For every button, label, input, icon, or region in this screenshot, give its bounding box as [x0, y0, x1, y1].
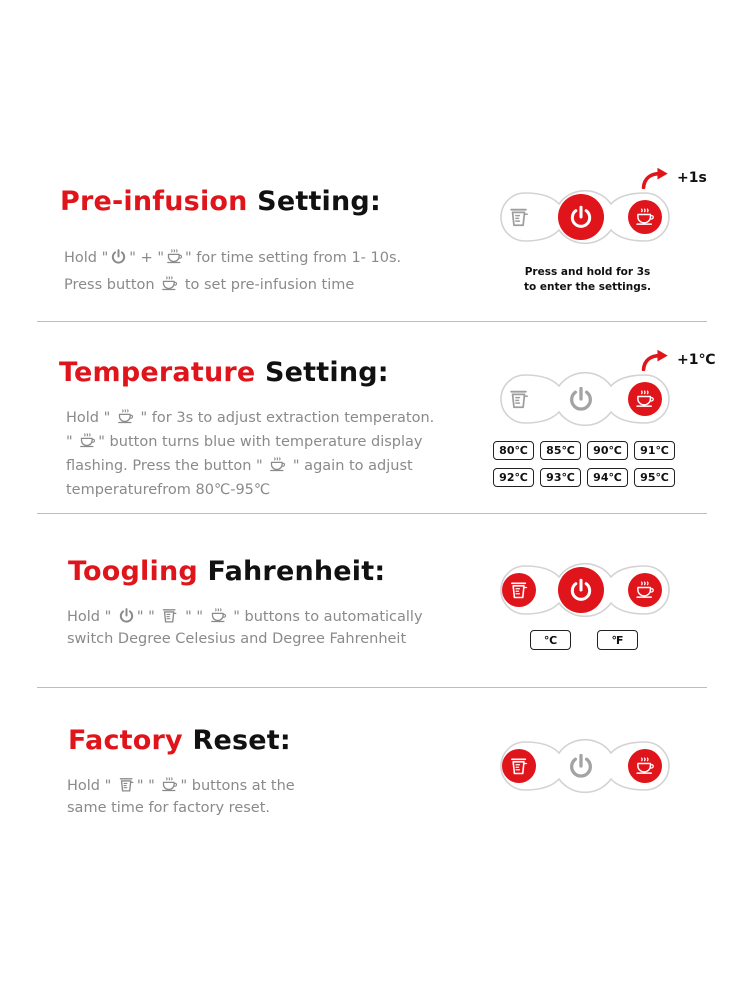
title-highlight: Pre-infusion: [60, 186, 248, 217]
curved-arrow-icon: [641, 167, 671, 189]
title-highlight: Temperature: [59, 357, 256, 388]
coffee-cup-icon: [210, 607, 227, 624]
power-icon: [567, 752, 595, 780]
temperature-option: 95℃: [634, 468, 675, 487]
temperature-option: 80℃: [493, 441, 534, 460]
coffee-cup-icon: [166, 248, 183, 265]
coffee-cup-icon: [117, 408, 134, 425]
power-icon: [568, 204, 594, 230]
factory-reset-title: [68, 725, 291, 756]
increment-label: +1℃: [677, 352, 716, 368]
measuring-cup-icon: [118, 776, 135, 793]
power-icon: [110, 248, 127, 265]
temperature-option: 85℃: [540, 441, 581, 460]
desc-line-1: Hold " " " " " " buttons to automatically: [67, 609, 423, 625]
desc-line-2: " " button turns blue with temperature display: [66, 434, 423, 450]
coffee-cup-icon: [635, 580, 655, 600]
temperature-option: 94℃: [587, 468, 628, 487]
title-rest: Reset:: [182, 725, 291, 756]
title-rest: Setting:: [247, 186, 381, 217]
fahrenheit-title: [68, 556, 385, 587]
desc-line-4: temperaturefrom 80℃-95℃: [66, 482, 271, 498]
power-button[interactable]: [558, 194, 604, 240]
coffee-button[interactable]: [628, 749, 662, 783]
increment-label: +1s: [677, 170, 707, 186]
fahrenheit-indicator: ℉: [597, 630, 638, 650]
temperature-option: 93℃: [540, 468, 581, 487]
divider: [37, 513, 707, 514]
divider: [37, 321, 707, 322]
measuring-cup-icon: [161, 607, 178, 624]
factory-reset-description: [67, 775, 295, 819]
coffee-cup-icon: [161, 776, 178, 793]
coffee-button[interactable]: [628, 573, 662, 607]
coffee-cup-icon: [635, 389, 655, 409]
measuring-cup-icon: [509, 580, 529, 600]
temperature-option: 90℃: [587, 441, 628, 460]
control-panel-temperature: [495, 371, 675, 427]
control-panel-factory-reset: [495, 738, 675, 794]
temperature-option: 91℃: [634, 441, 675, 460]
temperature-description: [66, 406, 434, 502]
coffee-cup-icon: [635, 207, 655, 227]
desc-line-3: flashing. Press the button " " again to adjust: [66, 458, 413, 474]
desc-line-2: same time for factory reset.: [67, 800, 271, 816]
divider: [37, 687, 707, 688]
desc-line-1: Hold " " + " " for time setting from 1- 10s.: [64, 250, 402, 266]
coffee-cup-icon: [635, 756, 655, 776]
hold-instruction: Press and hold for 3s to enter the settings.: [524, 266, 651, 293]
coffee-cup-icon: [79, 432, 96, 449]
title-rest: Fahrenheit:: [197, 556, 386, 587]
control-panel-fahrenheit: [495, 562, 675, 618]
temperature-options: [493, 441, 675, 487]
power-button[interactable]: [558, 567, 604, 613]
pitcher-button[interactable]: [502, 573, 536, 607]
pre-infusion-description: [64, 245, 401, 299]
pre-infusion-title: [60, 186, 381, 217]
fahrenheit-description: [67, 606, 423, 650]
power-icon: [568, 577, 594, 603]
desc-line-1: Hold " " for 3s to adjust extraction temperaton.: [66, 410, 435, 426]
power-icon: [567, 385, 595, 413]
coffee-cup-icon: [269, 456, 286, 473]
title-highlight: Toogling: [68, 556, 198, 587]
measuring-cup-icon[interactable]: [508, 206, 530, 228]
measuring-cup-icon: [509, 756, 529, 776]
coffee-cup-icon: [161, 275, 178, 292]
coffee-button[interactable]: [628, 382, 662, 416]
power-button[interactable]: [558, 743, 604, 789]
curved-arrow-icon: [641, 349, 671, 371]
coffee-button[interactable]: [628, 200, 662, 234]
pitcher-button[interactable]: [502, 749, 536, 783]
measuring-cup-icon[interactable]: [508, 388, 530, 410]
power-button[interactable]: [558, 376, 604, 422]
desc-line-2: Press button to set pre-infusion time: [64, 277, 355, 293]
control-panel-pre-infusion: [495, 189, 675, 245]
power-icon: [118, 607, 135, 624]
title-highlight: Factory: [68, 725, 183, 756]
desc-line-2: switch Degree Celesius and Degree Fahrenheit: [67, 631, 407, 647]
title-rest: Setting:: [255, 357, 389, 388]
temperature-option: 92℃: [493, 468, 534, 487]
desc-line-1: Hold " " " " buttons at the: [67, 778, 295, 794]
temperature-title: [59, 357, 389, 388]
celsius-indicator: ℃: [530, 630, 571, 650]
